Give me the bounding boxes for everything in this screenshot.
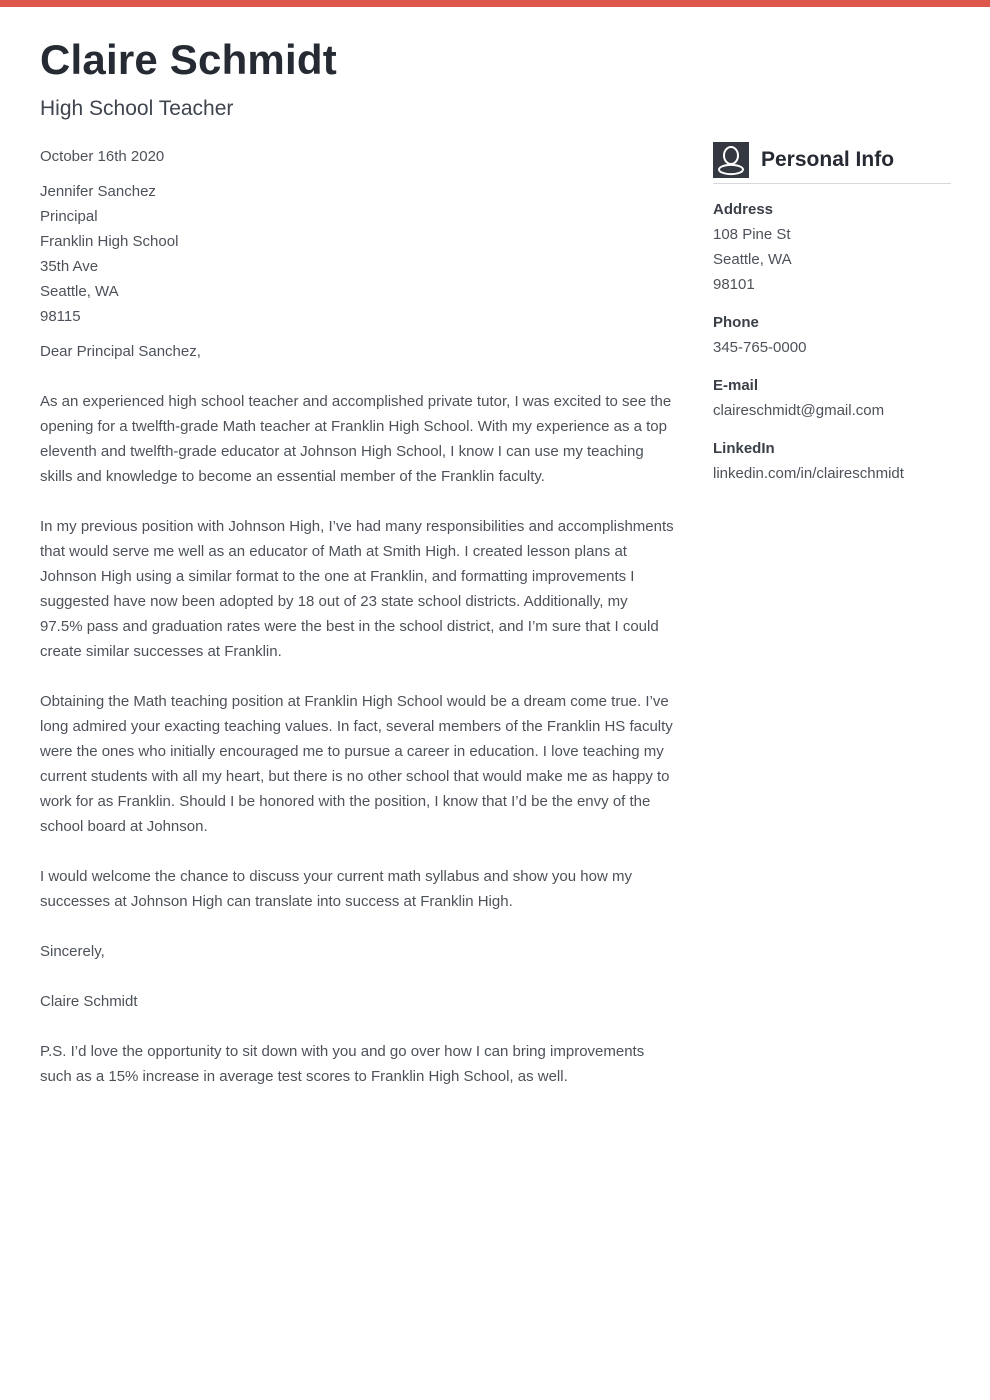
personal-info-header bbox=[713, 142, 951, 184]
recipient-name: Jennifer Sanchez bbox=[40, 183, 156, 200]
linkedin-label: LinkedIn bbox=[713, 440, 775, 457]
header bbox=[40, 36, 670, 121]
sidebar-section-email bbox=[713, 373, 951, 423]
recipient-role: Principal bbox=[40, 208, 98, 225]
address-label: Address bbox=[713, 201, 774, 218]
email-value: claireschmidt@gmail.com bbox=[713, 402, 885, 419]
recipient-street: 35th Ave bbox=[40, 258, 99, 275]
sidebar-section-linkedin bbox=[713, 436, 951, 486]
phone-label: Phone bbox=[713, 314, 759, 331]
recipient-zip: 98115 bbox=[40, 308, 81, 325]
paragraph-2: In my previous position with Johnson High, I’ve had many responsibilities and accomplishments that would serve me well as an educator of Math at Smith High. I created lesson plans at Johnson High using a similar format to the one at Franklin, and formatting improvements I suggested have now been adopted by 18 out of 23 state school districts. Additionally, my 97.5% pass and graduation rates were the best in the school district, and I’m sure that I could create similar successes at Franklin. bbox=[40, 518, 674, 660]
page-title: Claire Schmidt bbox=[40, 36, 337, 83]
recipient-org: Franklin High School bbox=[40, 233, 179, 250]
linkedin-value: linkedin.com/in/claireschmidt bbox=[713, 465, 904, 482]
phone-value: 345-765-0000 bbox=[713, 339, 807, 356]
sidebar-section-address bbox=[713, 197, 951, 297]
letter-body bbox=[40, 144, 674, 1089]
closing: Sincerely, bbox=[40, 943, 105, 960]
sidebar-title: Personal Info bbox=[761, 148, 895, 171]
accent-bar bbox=[0, 0, 990, 7]
letter-date: October 16th 2020 bbox=[40, 148, 165, 165]
personal-info-sidebar bbox=[713, 142, 951, 486]
sidebar-section-phone bbox=[713, 310, 951, 360]
paragraph-4: I would welcome the chance to discuss your current math syllabus and show you how my successes at Johnson High can translate into success at Franklin High. bbox=[40, 868, 632, 910]
job-title: High School Teacher bbox=[40, 97, 234, 121]
address-zip: 98101 bbox=[713, 276, 755, 293]
signature: Claire Schmidt bbox=[40, 993, 138, 1010]
email-label: E-mail bbox=[713, 377, 759, 394]
person-icon bbox=[713, 142, 749, 178]
address-city: Seattle, WA bbox=[713, 251, 792, 268]
postscript: P.S. I’d love the opportunity to sit down with you and go over how I can bring improvements such as a 15% increase in average test scores to Franklin High School, as well. bbox=[40, 1043, 645, 1085]
paragraph-1: As an experienced high school teacher and accomplished private tutor, I was excited to see the opening for a twelfth-grade Math teacher at Franklin High School. With my experience as a top eleventh and twelfth-grade educator at Johnson High School, I know I can use my teaching skills and knowledge to become an essential member of the Franklin faculty. bbox=[40, 393, 672, 485]
salutation: Dear Principal Sanchez, bbox=[40, 343, 201, 360]
recipient-block bbox=[40, 179, 674, 329]
paragraph-3: Obtaining the Math teaching position at Franklin High School would be a dream come true. I’ve long admired your exacting teaching values. In fact, several members of the Franklin HS faculty were the ones who initially encouraged me to pursue a career in education. I love teaching my current students with all my heart, but there is no other school that would make me as happy to work for as Franklin. Should I be honored with the position, I know that I’d be the envy of the school board at Johnson. bbox=[40, 693, 673, 835]
recipient-city: Seattle, WA bbox=[40, 283, 119, 300]
address-street: 108 Pine St bbox=[713, 226, 791, 243]
